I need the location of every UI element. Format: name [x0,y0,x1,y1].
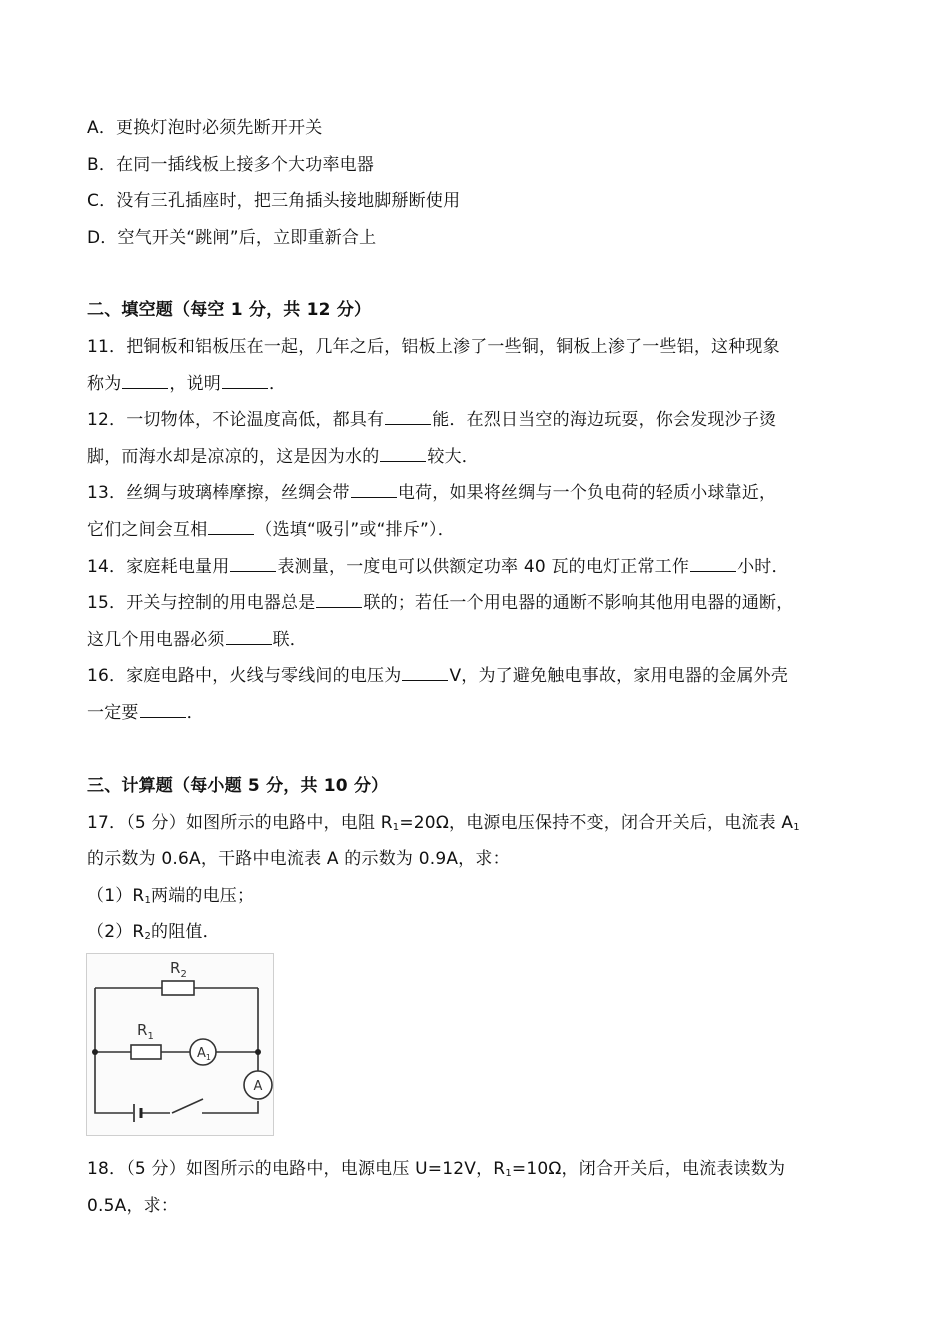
section-2-heading: 二、填空题（每空 1 分，共 12 分） [87,300,372,320]
q16-line-1: 16．家庭电路中，火线与零线间的电压为 V，为了避免触电事故，家用电器的金属外壳 [87,666,789,686]
a1-label: $A_1$ [197,1046,211,1062]
r2-label: $R_2$ [170,959,187,980]
answer-blank[interactable] [385,408,431,425]
q12-line-1: 12．一切物体，不论温度高低，都具有 能．在烈日当空的海边玩耍，你会发现沙子烫 [87,410,777,430]
junction-dot [92,1049,98,1055]
choice-a: A．更换灯泡时必须先断开开关 [87,118,323,138]
q15-line-2: 这几个用电器必须 联． [87,630,308,650]
q15-line-1: 15．开关与控制的用电器总是 联的；若任一个用电器的通断不影响其他用电器的通断， [87,593,794,613]
q16-line-2: 一定要 ． [87,703,204,723]
resistor-r1 [131,1045,161,1059]
answer-blank[interactable] [222,372,268,389]
answer-blank[interactable] [226,628,272,645]
q11-line-1: 11．把铜板和铝板压在一起，几年之后，铝板上渗了一些铜，铜板上渗了一些铝，这种现象 [87,337,780,357]
q14-line: 14．家庭耗电量用 表测量，一度电可以供额定功率 40 瓦的电灯正常工作 小时． [87,557,789,577]
answer-blank[interactable] [316,591,362,608]
answer-blank[interactable] [230,555,276,572]
section-3-heading: 三、计算题（每小题 5 分，共 10 分） [87,776,389,796]
q17-line-2: 的示数为 0.6A，干路中电流表 A 的示数为 0.9A，求： [87,849,510,869]
answer-blank[interactable] [122,372,168,389]
r1-label: $R_1$ [137,1021,154,1042]
choice-c: C．没有三孔插座时，把三角插头接地脚掰断使用 [87,191,461,211]
q18-line-1: 18．（5 分）如图所示的电路中，电源电压 U=12V，$R_1=10\Omega$，闭合开关后，电流表读数为 [87,1159,786,1179]
choice-b: B．在同一插线板上接多个大功率电器 [87,155,375,175]
q17-sub-2: $(2)R_2$的阻值． [87,922,220,942]
q17-line-1: 17．（5 分）如图所示的电路中，电阻 $R_1=20\Omega$，电源电压保持不变，闭合开关后，电流表 $A_1$ [87,813,800,833]
circuit-diagram [86,953,274,1136]
q17-sub-1: $(1)R_1$两端的电压； [87,886,255,906]
answer-blank[interactable] [208,518,254,535]
answer-blank[interactable] [351,481,397,498]
q12-line-2: 脚，而海水却是凉凉的，这是因为水的 较大． [87,447,480,467]
a-label: A [253,1079,263,1094]
choice-d: D．空气开关“跳闸”后，立即重新合上 [87,228,377,248]
q13-line-1: 13．丝绸与玻璃棒摩擦，丝绸会带 电荷，如果将丝绸与一个负电荷的轻质小球靠近， [87,483,777,503]
q11-line-2: 称为 ，说明 ． [87,374,287,394]
q13-line-2: 它们之间会互相 （选填“吸引”或“排斥”）． [87,520,455,540]
answer-blank[interactable] [402,664,448,681]
resistor-r2 [162,981,194,995]
q18-line-2: 0.5A，求： [87,1196,179,1216]
junction-dot [255,1049,261,1055]
answer-blank[interactable] [140,701,186,718]
answer-blank[interactable] [690,555,736,572]
answer-blank[interactable] [380,445,426,462]
